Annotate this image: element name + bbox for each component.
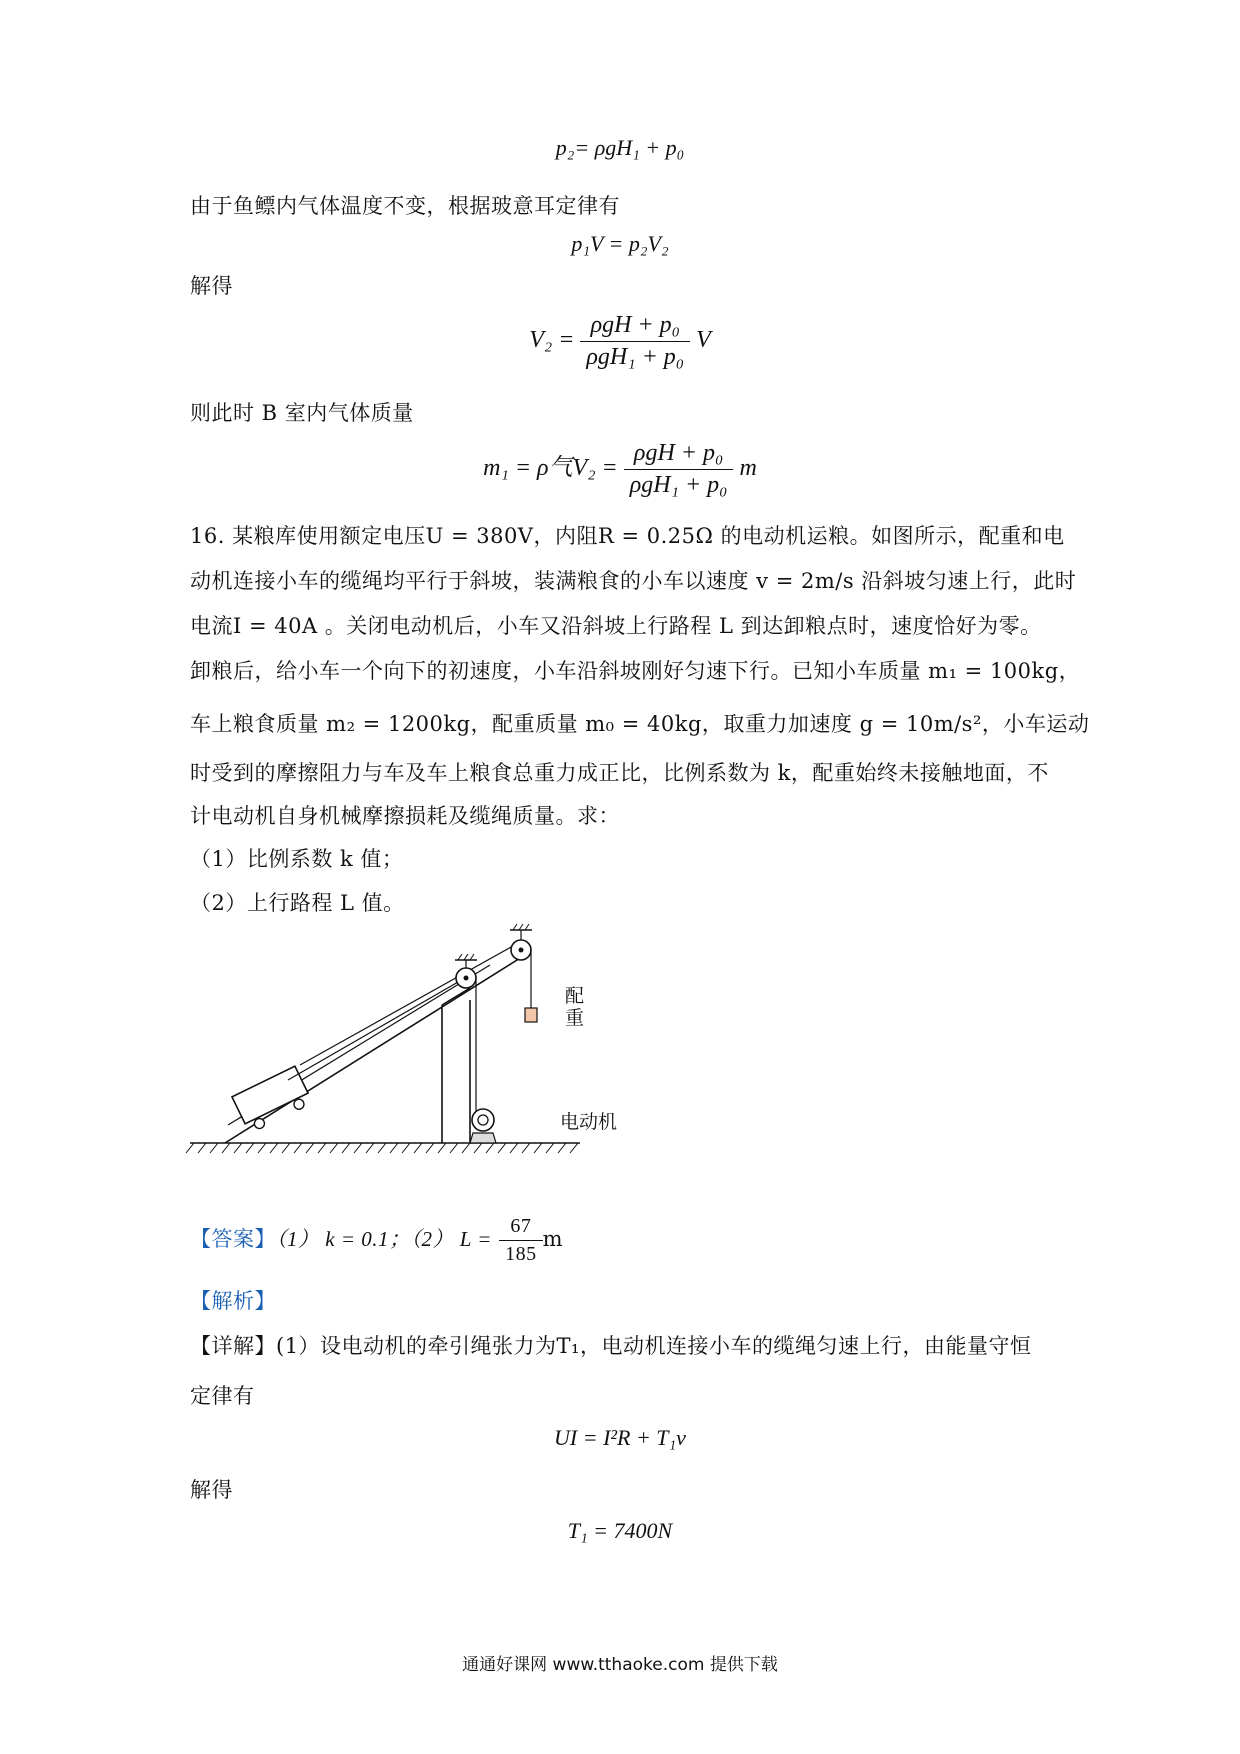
page-footer: 通通好课网 www.tthaoke.com 提供下载 — [462, 1655, 778, 1675]
equation-v2-numerator: ρgH + p₀ — [580, 312, 690, 342]
problem-line-2: 动机连接小车的缆绳均平行于斜坡，装满粮食的小车以速度 v = 2m/s 沿斜坡匀速上行，此时 — [190, 569, 1077, 593]
answer-unit: m — [542, 1227, 564, 1251]
detail-line-1: 【详解】(1）设电动机的牵引绳张力为T₁，电动机连接小车的缆绳匀速上行，由能量守恒 — [190, 1334, 1032, 1358]
answer-fraction-denominator: 185 — [505, 1243, 537, 1265]
motor-label: 电动机 — [560, 1111, 618, 1133]
support-post-top — [442, 988, 470, 1005]
problem-line-7: 计电动机自身机械摩擦损耗及缆绳质量。求： — [190, 804, 620, 828]
equation-energy: UI = I²R + T₁v — [554, 1425, 686, 1450]
counterweight-label-2: 重 — [565, 1007, 585, 1029]
equation-m1 — [0, 440, 1240, 499]
equation-v2-lhs: V₂ = — [529, 327, 575, 354]
label-solve: 解得 — [190, 274, 233, 298]
detail-line-2: 定律有 — [190, 1384, 255, 1408]
equation-p2: p₂= ρgH₁ + p₀ — [555, 135, 685, 160]
top-pulley-hatch — [513, 924, 529, 930]
problem-line-5: 车上粮食质量 m₂ = 1200kg，配重质量 m₀ = 40kg，取重力加速度 g = 10m/s²，小车运动 — [190, 712, 1090, 736]
answer-part1: （1） k = 0.1；（2） L = — [276, 1227, 492, 1251]
question-1: （1）比例系数 k 值； — [190, 847, 404, 871]
problem-line-4: 卸粮后，给小车一个向下的初速度，小车沿斜坡刚好匀速下行。已知小车质量 m₁ = 100kg， — [190, 659, 1081, 683]
rope-motor — [288, 978, 465, 1080]
equation-v2 — [0, 312, 1240, 371]
rope-counterweight — [300, 942, 520, 1065]
answer-fraction — [499, 1215, 543, 1266]
answer-tag: 【答案】 — [190, 1227, 276, 1251]
problem-line-3: 电流I = 40A 。关闭电动机后，小车又沿斜坡上行路程 L 到达卸粮点时，速度恰好为零。 — [190, 614, 1042, 638]
equation-m1-fraction — [624, 440, 734, 499]
paragraph-boyle-intro: 由于鱼鳔内气体温度不变，根据玻意耳定律有 — [190, 194, 620, 218]
counterweight-label-1: 配 — [565, 985, 585, 1007]
equation-m1-denominator: ρgH₁ + p₀ — [629, 472, 728, 498]
motor-base — [470, 1133, 496, 1143]
answer-line — [190, 1215, 563, 1266]
counterweight-block — [525, 1008, 537, 1022]
ground-hatching — [186, 1143, 578, 1153]
question-2: （2）上行路程 L 值。 — [190, 891, 405, 915]
answer-fraction-numerator: 67 — [499, 1215, 543, 1241]
equation-boyle: p₁V = p₂V₂ — [571, 231, 669, 256]
problem-line-1: 16. 某粮库使用额定电压U = 380V，内阻R = 0.25Ω 的电动机运粮。如图所示，配重和电 — [190, 524, 1065, 548]
detail-solve: 解得 — [190, 1478, 233, 1502]
problem-line-6: 时受到的摩擦阻力与车及车上粮食总重力成正比，比例系数为 k，配重始终未接触地面，不 — [190, 761, 1049, 785]
cart — [232, 1066, 313, 1134]
analysis-tag: 【解析】 — [190, 1289, 276, 1313]
equation-v2-tail: V — [696, 327, 711, 354]
equation-m1-numerator: ρgH + p₀ — [624, 440, 734, 470]
equation-v2-fraction — [580, 312, 690, 371]
equation-m1-tail: m — [739, 455, 757, 482]
counterweight-label — [565, 985, 584, 1029]
paragraph-mass-intro: 则此时 B 室内气体质量 — [190, 401, 414, 425]
equation-t1: T₁ = 7400N — [567, 1518, 673, 1543]
equation-v2-denominator: ρgH₁ + p₀ — [586, 344, 685, 370]
equation-m1-lhs: m₁ = ρ气V₂ = — [483, 455, 618, 482]
